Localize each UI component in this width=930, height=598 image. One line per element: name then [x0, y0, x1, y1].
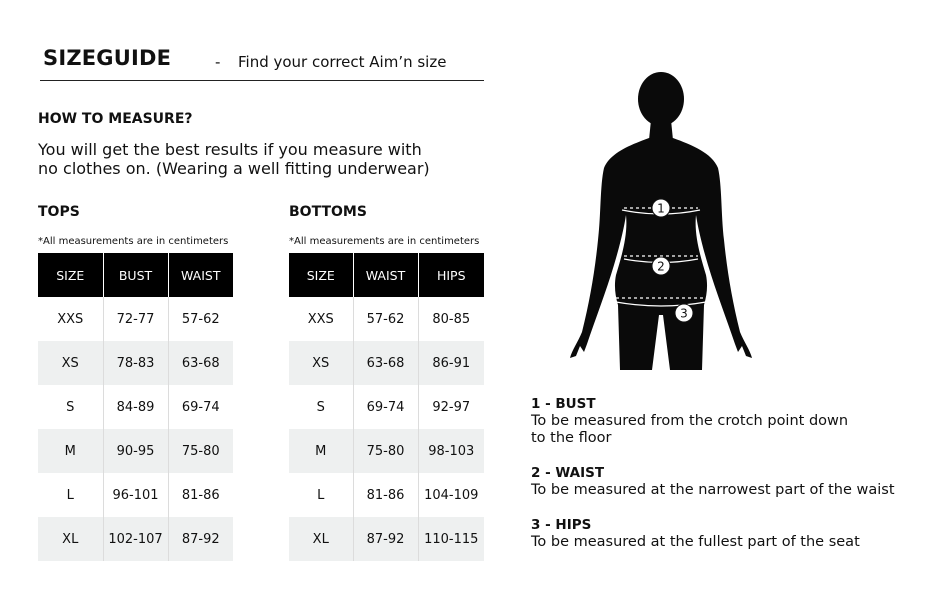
size-cell: XL: [38, 517, 103, 561]
bottoms-heading: BOTTOMS: [289, 204, 367, 220]
page-header: [40, 44, 484, 81]
legend-waist-title: 2 - WAIST: [531, 465, 605, 481]
hips-cell: 86-91: [418, 341, 484, 385]
marker-bust: [652, 199, 670, 217]
waist-cell: 81-86: [168, 473, 233, 517]
marker-hips: [675, 304, 693, 322]
waist-cell: 63-68: [353, 341, 418, 385]
tops-heading: TOPS: [38, 204, 80, 220]
waist-cell: 75-80: [353, 429, 418, 473]
bust-cell: 72-77: [103, 297, 168, 341]
hips-cell: 110-115: [418, 517, 484, 561]
legend-hips-line-1: To be measured at the fullest part of the seat: [531, 534, 860, 550]
bust-cell: 96-101: [103, 473, 168, 517]
size-cell: XL: [289, 517, 353, 561]
tops-units-note: *All measurements are in centimeters: [38, 236, 229, 247]
how-to-measure-text: [38, 140, 458, 178]
size-cell: L: [317, 487, 325, 503]
legend-bust: [531, 396, 848, 447]
waist-cell: 57-62: [353, 297, 418, 341]
size-cell: XS: [38, 341, 103, 385]
page-title: SIZEGUIDE: [43, 46, 172, 70]
waist-cell: 57-62: [168, 297, 233, 341]
bottoms-header-row: [289, 253, 484, 297]
waist-cell: 63-68: [168, 341, 233, 385]
table-row: [289, 517, 484, 561]
bottoms-units-note: *All measurements are in centimeters: [289, 236, 480, 247]
size-cell: S: [66, 399, 75, 415]
table-row: [289, 473, 484, 517]
waist-cell: 81-86: [353, 473, 418, 517]
legend-bust-title: 1 - BUST: [531, 396, 596, 412]
table-row: [38, 297, 233, 341]
table-row: [289, 429, 484, 473]
legend-bust-line-1: To be measured from the crotch point down: [531, 413, 849, 429]
waist-cell: 69-74: [353, 385, 418, 429]
size-cell: L: [66, 487, 74, 503]
waist-cell: 69-74: [168, 385, 233, 429]
hips-cell: 92-97: [418, 385, 484, 429]
hips-cell: 104-109: [418, 473, 484, 517]
legend-waist-line-1: To be measured at the narrowest part of the waist: [531, 482, 895, 498]
legend-hips: [531, 517, 860, 551]
bottoms-col-size: SIZE: [289, 253, 353, 297]
waist-cell: 87-92: [168, 517, 233, 561]
size-cell: XXS: [307, 311, 334, 327]
silhouette-icon: [570, 72, 752, 370]
size-cell: XXS: [57, 311, 84, 327]
bottoms-size-table: [289, 253, 484, 561]
hips-cell: 98-103: [418, 429, 484, 473]
title-separator: -: [215, 53, 221, 71]
table-row: [38, 341, 233, 385]
size-cell: XS: [289, 341, 353, 385]
tops-col-size: SIZE: [38, 253, 103, 297]
bust-cell: 78-83: [103, 341, 168, 385]
marker-waist: [652, 257, 670, 275]
body-silhouette-figure: [560, 70, 760, 375]
legend-waist: [531, 465, 895, 499]
table-row: [38, 517, 233, 561]
how-to-measure-line-2: no clothes on. (Wearing a well fitting underwear): [38, 159, 430, 178]
how-to-measure-line-1: You will get the best results if you measure with: [38, 140, 422, 159]
bust-cell: 90-95: [103, 429, 168, 473]
table-row: [38, 473, 233, 517]
waist-cell: 87-92: [353, 517, 418, 561]
table-row: [38, 385, 233, 429]
bust-cell: 84-89: [103, 385, 168, 429]
tops-size-table: [38, 253, 233, 561]
how-to-measure-heading: HOW TO MEASURE?: [38, 111, 193, 127]
marker-label: 3: [680, 306, 688, 321]
legend-bust-line-2: to the floor: [531, 430, 612, 446]
legend-hips-title: 3 - HIPS: [531, 517, 592, 533]
bottoms-col-waist: WAIST: [353, 253, 418, 297]
page-subtitle: Find your correct Aim’n size: [238, 53, 447, 71]
size-cell: M: [289, 429, 353, 473]
bust-cell: 102-107: [103, 517, 168, 561]
waist-cell: 75-80: [168, 429, 233, 473]
tops-header-row: [38, 253, 233, 297]
table-row: [289, 297, 484, 341]
marker-label: 1: [657, 201, 665, 216]
table-row: [38, 429, 233, 473]
tops-col-waist: WAIST: [168, 253, 233, 297]
bottoms-col-hips: HIPS: [418, 253, 484, 297]
hips-cell: 80-85: [418, 297, 484, 341]
table-row: [289, 341, 484, 385]
size-cell: S: [316, 399, 325, 415]
tops-col-bust: BUST: [103, 253, 168, 297]
table-row: [289, 385, 484, 429]
size-cell: M: [38, 429, 103, 473]
marker-label: 2: [657, 259, 665, 274]
